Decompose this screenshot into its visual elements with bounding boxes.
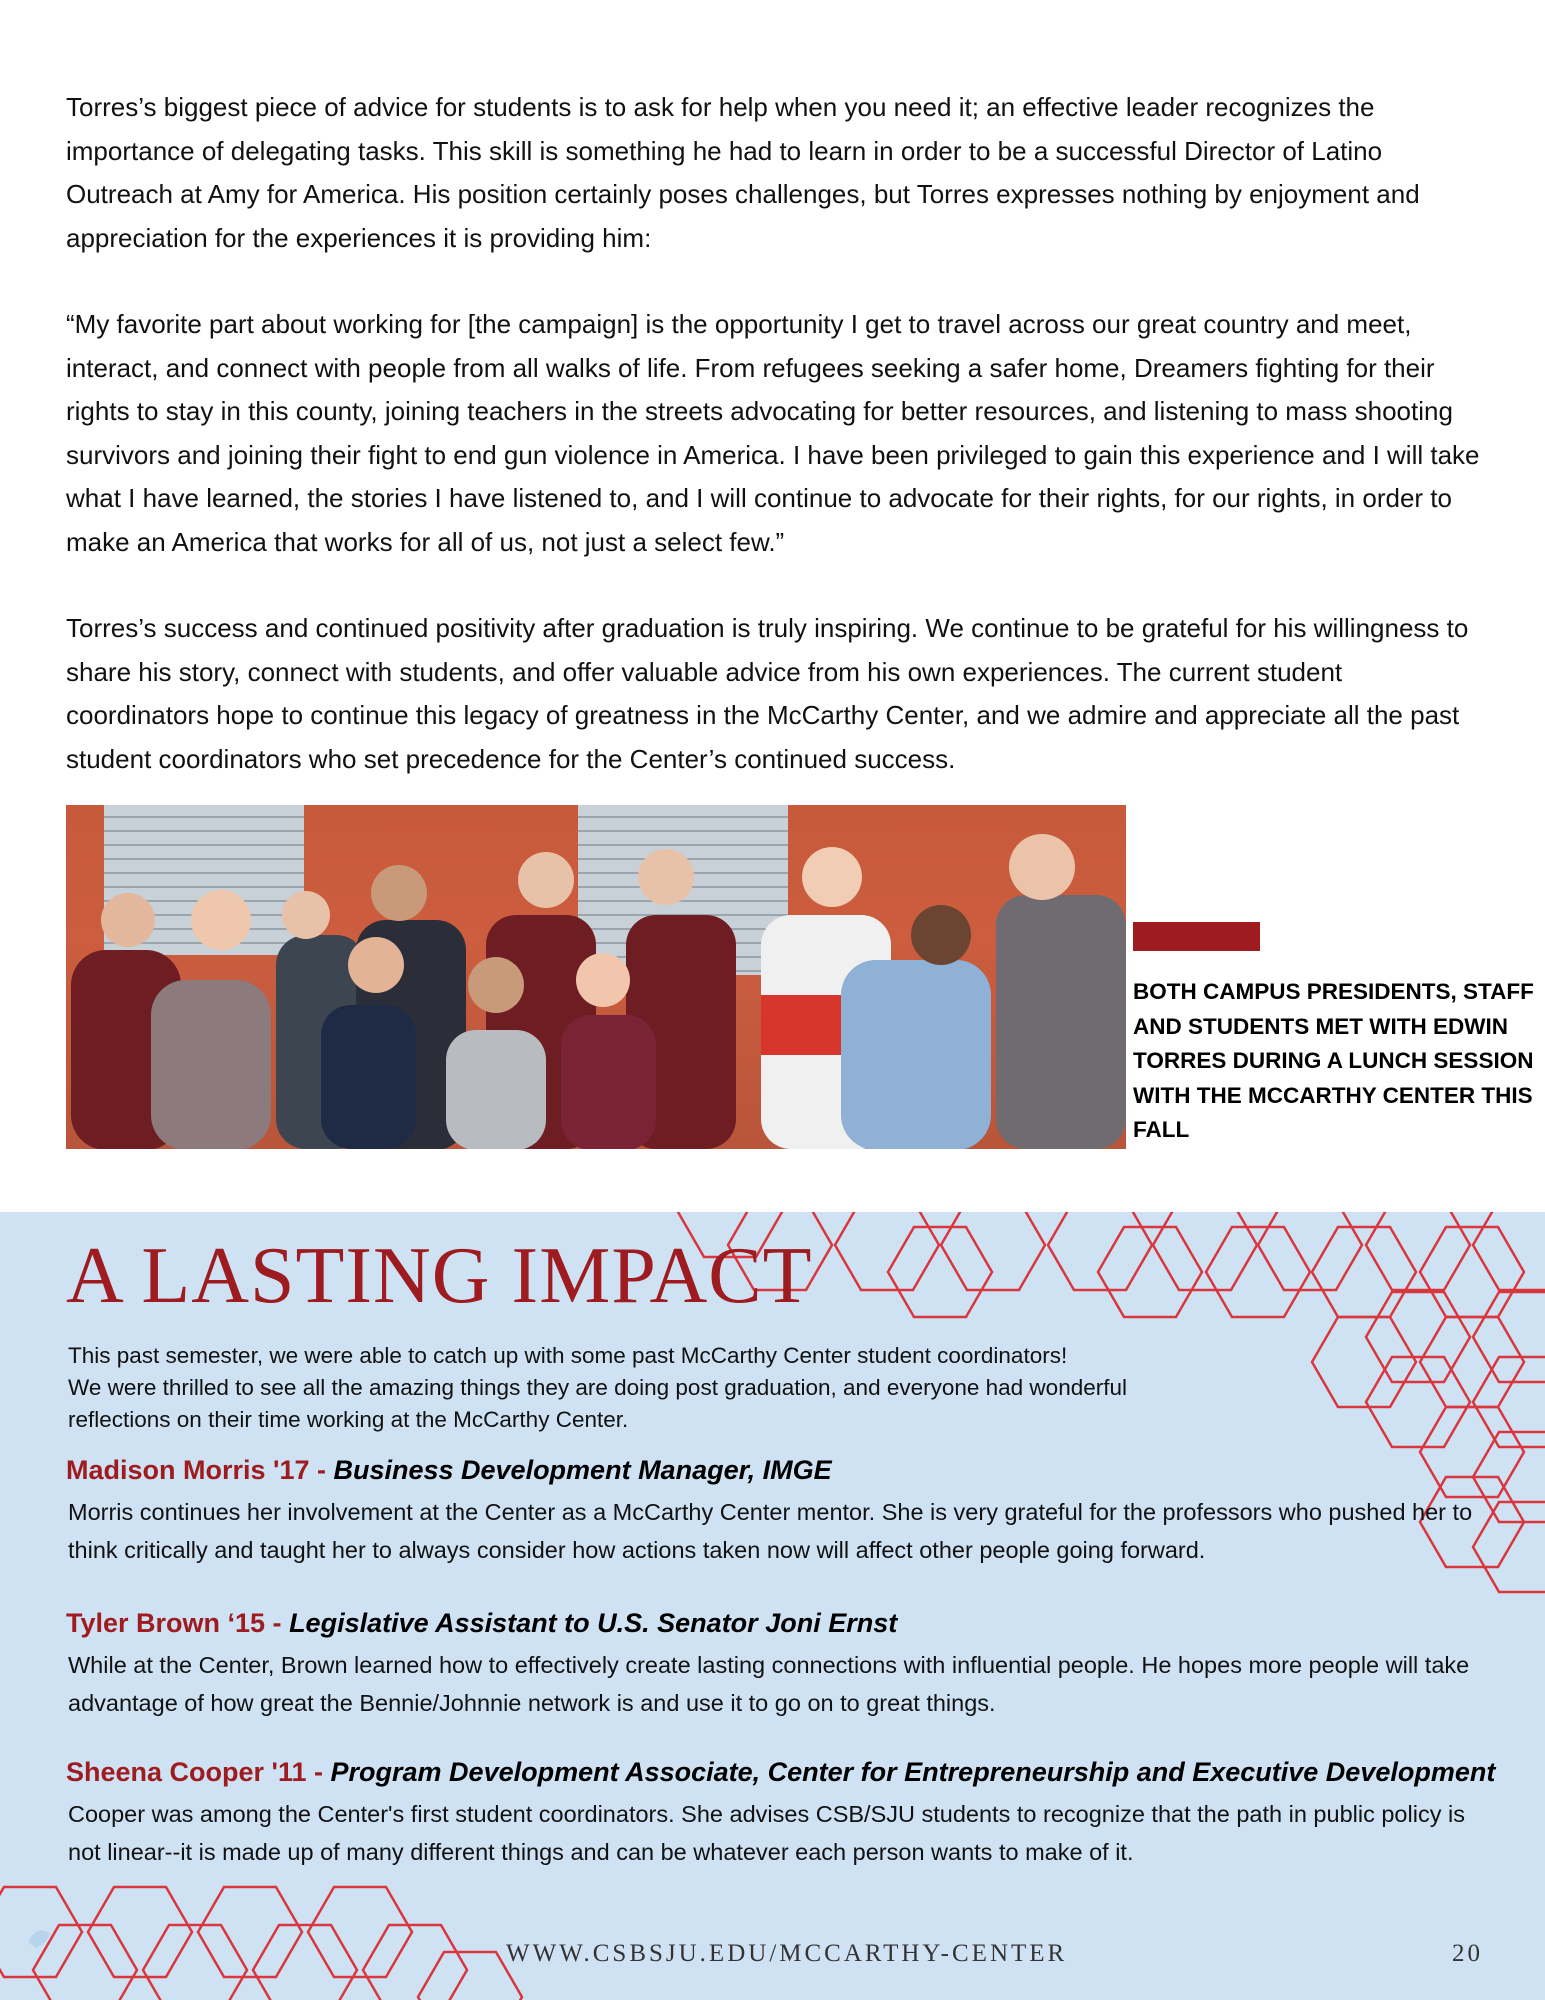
alumni-role: Program Development Associate, Center for Entrepreneurship and Executive Development — [330, 1757, 1496, 1787]
alumni-role: Legislative Assistant to U.S. Senator Joni Ernst — [289, 1608, 898, 1638]
paragraph-quote: “My favorite part about working for [the campaign] is the opportunity I get to travel across our great country and meet, interact, and connect with people from all walks of life. From refugees seeking a safer home, Dreamers fighting for their rights to stay in this county, joining teachers in the streets advocating for better resources, and listening to mass shooting survivors and joining their fight to end gun violence in America. I have been privileged to gain this experience and I will take what I have learned, the stories I have listened to, and I will continue to advocate for their rights, for our rights, in order to make an America that works for all of us, not just a select few.” — [66, 309, 1480, 557]
alumni-entry-cooper — [66, 1754, 1496, 1871]
alumni-description: Morris continues her involvement at the Center as a McCarthy Center mentor. She is very grateful for the professors who pushed her to think critically and taught her to always consider how actions taken now will affect other people going forward. — [68, 1499, 1473, 1563]
section-title: A LASTING IMPACT — [66, 1232, 813, 1320]
section-intro — [68, 1340, 1208, 1436]
lasting-impact-section — [0, 1212, 1545, 2000]
alumni-description: While at the Center, Brown learned how to effectively create lasting connections with influential people. He hopes more people will take advantage of how great the Bennie/Johnnie network is and use it to go on to great things. — [68, 1652, 1470, 1716]
paragraph-closing: Torres’s success and continued positivity after graduation is truly inspiring. We continue to be grateful for his willingness to share his story, connect with students, and offer valuable advice from his own experiences. The current student coordinators hope to continue this legacy of greatness in the McCarthy Center, and we admire and appreciate all the past student coordinators who set precedence for the Center’s continued success. — [66, 613, 1469, 774]
alumni-name: Madison Morris '17 - — [66, 1455, 334, 1485]
group-photo-illustration — [66, 805, 1126, 1149]
page-number: 20 — [1452, 1940, 1483, 1967]
footer-website-link[interactable]: WWW.CSBSJU.EDU/MCCARTHY-CENTER — [506, 1940, 1068, 1967]
hexagon-cluster-bottom-left — [0, 1887, 522, 2000]
photo-caption: BOTH CAMPUS PRESIDENTS, STAFF AND STUDENTS MET WITH EDWIN TORRES DURING A LUNCH SESSION WITH THE MCCARTHY CENTER THIS FALL — [1133, 979, 1534, 1142]
alumni-entry-brown — [66, 1605, 1496, 1722]
intro-line: We were thrilled to see all the amazing things they are doing post graduation, and everyone had wonderful — [68, 1375, 1127, 1400]
article-body — [66, 86, 1486, 824]
alumni-entry-morris — [66, 1452, 1496, 1569]
alumni-name: Sheena Cooper '11 - — [66, 1757, 331, 1787]
alumni-heading — [66, 1452, 1496, 1488]
alumni-name: Tyler Brown ‘15 - — [66, 1608, 290, 1638]
paragraph-advice: Torres’s biggest piece of advice for students is to ask for help when you need it; an effective leader recognizes the importance of delegating tasks. This skill is something he had to learn in order to be a successful Director of Latino Outreach at Amy for America. His position certainly poses challenges, but Torres expresses nothing by enjoyment and appreciation for the experiences it is providing him: — [66, 92, 1420, 253]
alumni-description: Cooper was among the Center's first student coordinators. She advises CSB/SJU students to recognize that the path in public policy is not linear--it is made up of many different things and can be whatever each person wants to make of it. — [68, 1801, 1465, 1865]
alumni-role: Business Development Manager, IMGE — [333, 1455, 832, 1485]
alumni-heading — [66, 1605, 1496, 1641]
intro-line: reflections on their time working at the McCarthy Center. — [68, 1407, 629, 1432]
caption-accent-bar — [1133, 922, 1260, 951]
group-photo — [66, 805, 1126, 1149]
intro-line: This past semester, we were able to catch up with some past McCarthy Center student coordinators! — [68, 1343, 1068, 1368]
alumni-heading — [66, 1754, 1496, 1790]
